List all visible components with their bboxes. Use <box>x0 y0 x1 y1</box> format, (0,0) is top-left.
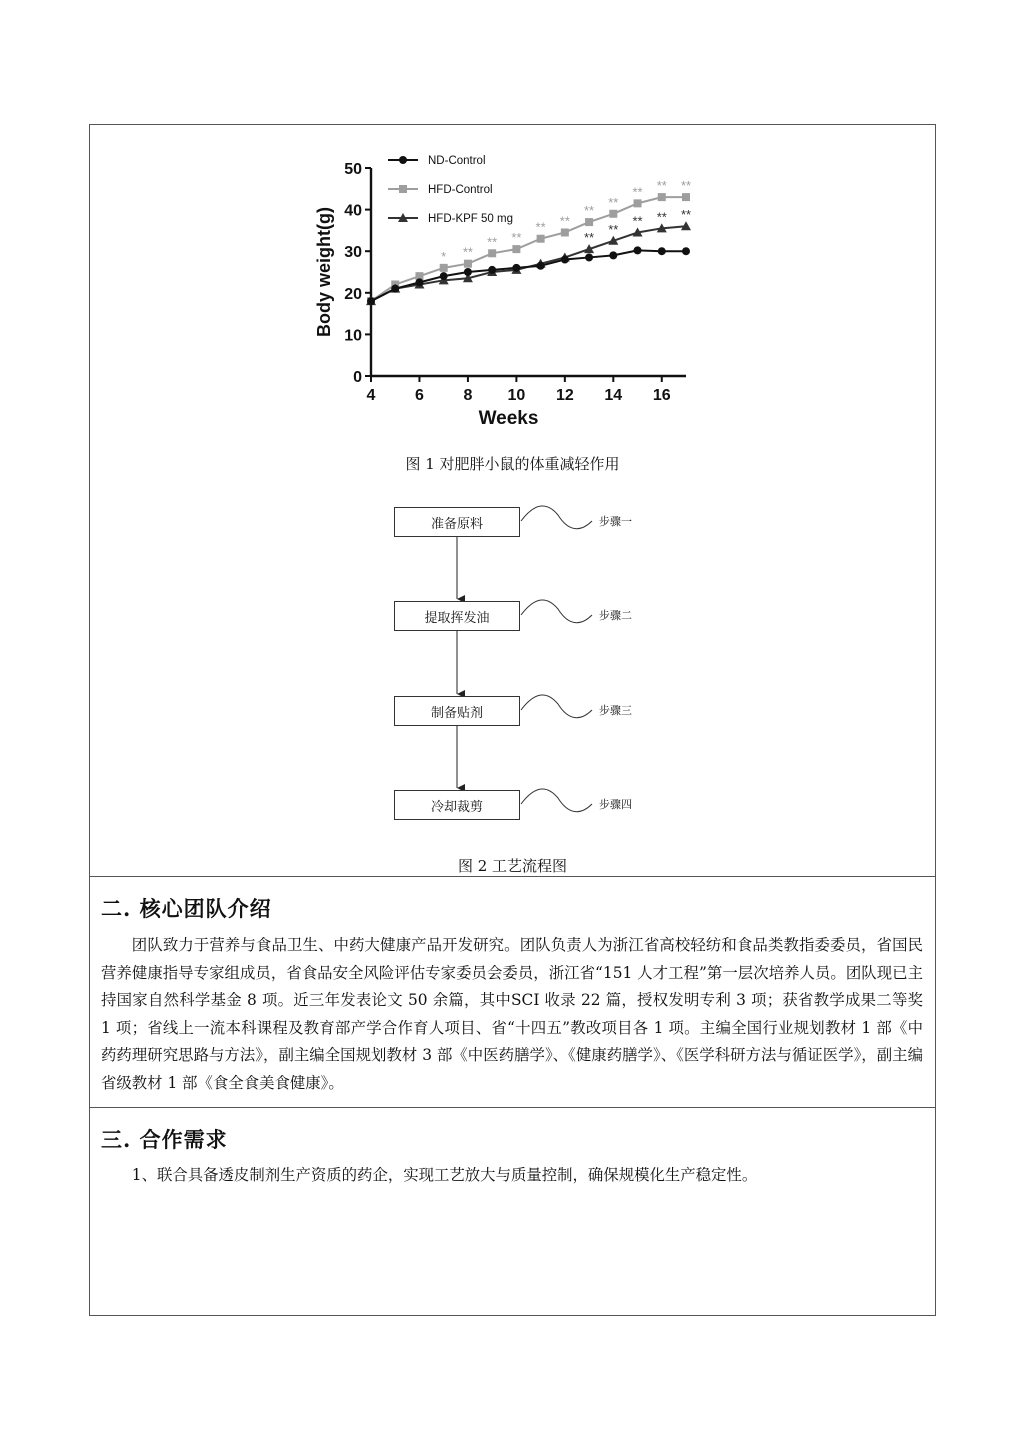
section2-paragraph: 团队致力于营养与食品卫生、中药大健康产品开发研究。团队负责人为浙江省高校轻纺和食品类教指委委员，省国民营养健康指导专家组成员，省食品安全风险评估专家委员会委员，浙江省“151 人才工程”第一层次培养人员。团队现已主持国家自然科学基金 8 项。近三年发表论文 50 余篇，其中SCI 收录 22 篇，授权发明专利 3 项；获省教学成果二等奖 1 项；省线上一流本科课程及教育部产学合作育人项目、省“十四五”教改项目各 1 项。主编全国行业规划教材 1 部《中药药理研究思路与方法》，副主编全国规划教材 3 部《中医药膳学》、《健康药膳学》、《医学科研方法与循证医学》，副主编省级教材 1 部《食全食美食健康》。 <box>101 936 923 1092</box>
significance-marker: ** <box>656 209 667 225</box>
significance-marker: ** <box>632 184 643 200</box>
flow-step-tag-3: 步骤三 <box>599 704 632 717</box>
flow-step-tag-2: 步骤二 <box>599 609 632 622</box>
significance-marker: ** <box>632 213 643 229</box>
data-point <box>391 285 399 293</box>
data-point <box>367 297 375 305</box>
data-point <box>464 268 472 276</box>
figure2-caption: 图 2 工艺流程图 <box>457 857 568 875</box>
x-tick-label: 16 <box>652 387 671 404</box>
data-point <box>585 253 593 261</box>
y-tick-label: 10 <box>344 327 362 345</box>
data-point <box>634 199 642 207</box>
legend-label: ND-Control <box>428 155 486 167</box>
flow-step-box-4: 冷却裁剪 <box>394 790 520 820</box>
data-point <box>537 262 545 270</box>
legend-marker <box>399 185 407 193</box>
flow-step-box-2: 提取挥发油 <box>394 601 520 631</box>
flow-step-tag-1: 步骤一 <box>599 515 632 528</box>
data-point <box>634 246 642 254</box>
wave-connector <box>521 695 592 718</box>
flow-step-tag-4: 步骤四 <box>599 798 632 811</box>
significance-marker: * <box>441 248 447 264</box>
data-point <box>609 210 617 218</box>
wave-connector <box>521 789 592 812</box>
data-point <box>658 193 666 201</box>
data-point <box>512 264 520 272</box>
x-tick-label: 8 <box>463 387 473 404</box>
significance-marker: ** <box>656 178 667 194</box>
y-tick-label: 20 <box>344 285 362 303</box>
flow-connectors <box>380 500 680 830</box>
data-point <box>561 256 569 264</box>
flow-step-box-3: 制备贴剂 <box>394 696 520 726</box>
data-point <box>440 264 448 272</box>
y-tick-label: 50 <box>344 161 362 178</box>
data-point <box>488 266 496 274</box>
x-tick-label: 14 <box>604 387 623 404</box>
x-tick-label: 12 <box>555 387 574 404</box>
legend-label: HFD-KPF 50 mg <box>428 213 513 225</box>
significance-marker: ** <box>680 178 692 194</box>
data-point <box>440 272 448 280</box>
significance-marker: ** <box>584 203 595 219</box>
wave-connector <box>521 600 592 623</box>
data-point <box>585 218 593 226</box>
x-tick-label: 4 <box>366 387 376 404</box>
data-point <box>658 247 666 255</box>
x-tick-label: 6 <box>415 387 424 404</box>
figure1-caption: 图 1 对肥胖小鼠的体重减轻作用 <box>405 455 620 473</box>
significance-marker: ** <box>462 244 473 260</box>
significance-marker: ** <box>487 234 498 250</box>
legend-label: HFD-Control <box>428 184 493 196</box>
section3-title: 三. 合作需求 <box>101 1127 228 1152</box>
significance-marker: ** <box>608 221 619 237</box>
flow-step-box-1: 准备原料 <box>394 507 520 537</box>
x-tick-label: 10 <box>507 387 526 404</box>
y-tick-label: 40 <box>344 202 362 220</box>
body-weight-chart <box>306 130 712 438</box>
data-point <box>537 235 545 243</box>
section3-paragraph: 1、联合具备透皮制剂生产资质的药企，实现工艺放大与质量控制，确保规模化生产稳定性。 <box>131 1166 758 1184</box>
data-point <box>609 251 617 259</box>
significance-marker: ** <box>511 230 522 246</box>
significance-marker: ** <box>680 207 692 223</box>
significance-marker: ** <box>584 230 595 246</box>
y-tick-label: 30 <box>344 244 362 262</box>
y-axis-label: Body weight(g) <box>314 207 334 337</box>
significance-marker: ** <box>559 213 570 229</box>
data-point <box>415 278 423 286</box>
section2-title: 二. 核心团队介绍 <box>101 896 272 921</box>
data-point <box>488 249 496 257</box>
series-line <box>371 226 686 301</box>
wave-connector <box>521 506 592 529</box>
data-point <box>464 260 472 268</box>
significance-marker: ** <box>535 219 546 235</box>
data-point <box>561 228 569 236</box>
x-axis-label: Weeks <box>478 408 539 429</box>
row-divider <box>89 876 936 877</box>
legend-marker <box>399 156 407 164</box>
data-point <box>512 245 520 253</box>
data-point <box>682 247 690 255</box>
significance-marker: ** <box>608 194 619 210</box>
data-point <box>682 193 690 201</box>
row-divider <box>89 1107 936 1108</box>
y-tick-label: 0 <box>353 369 362 386</box>
